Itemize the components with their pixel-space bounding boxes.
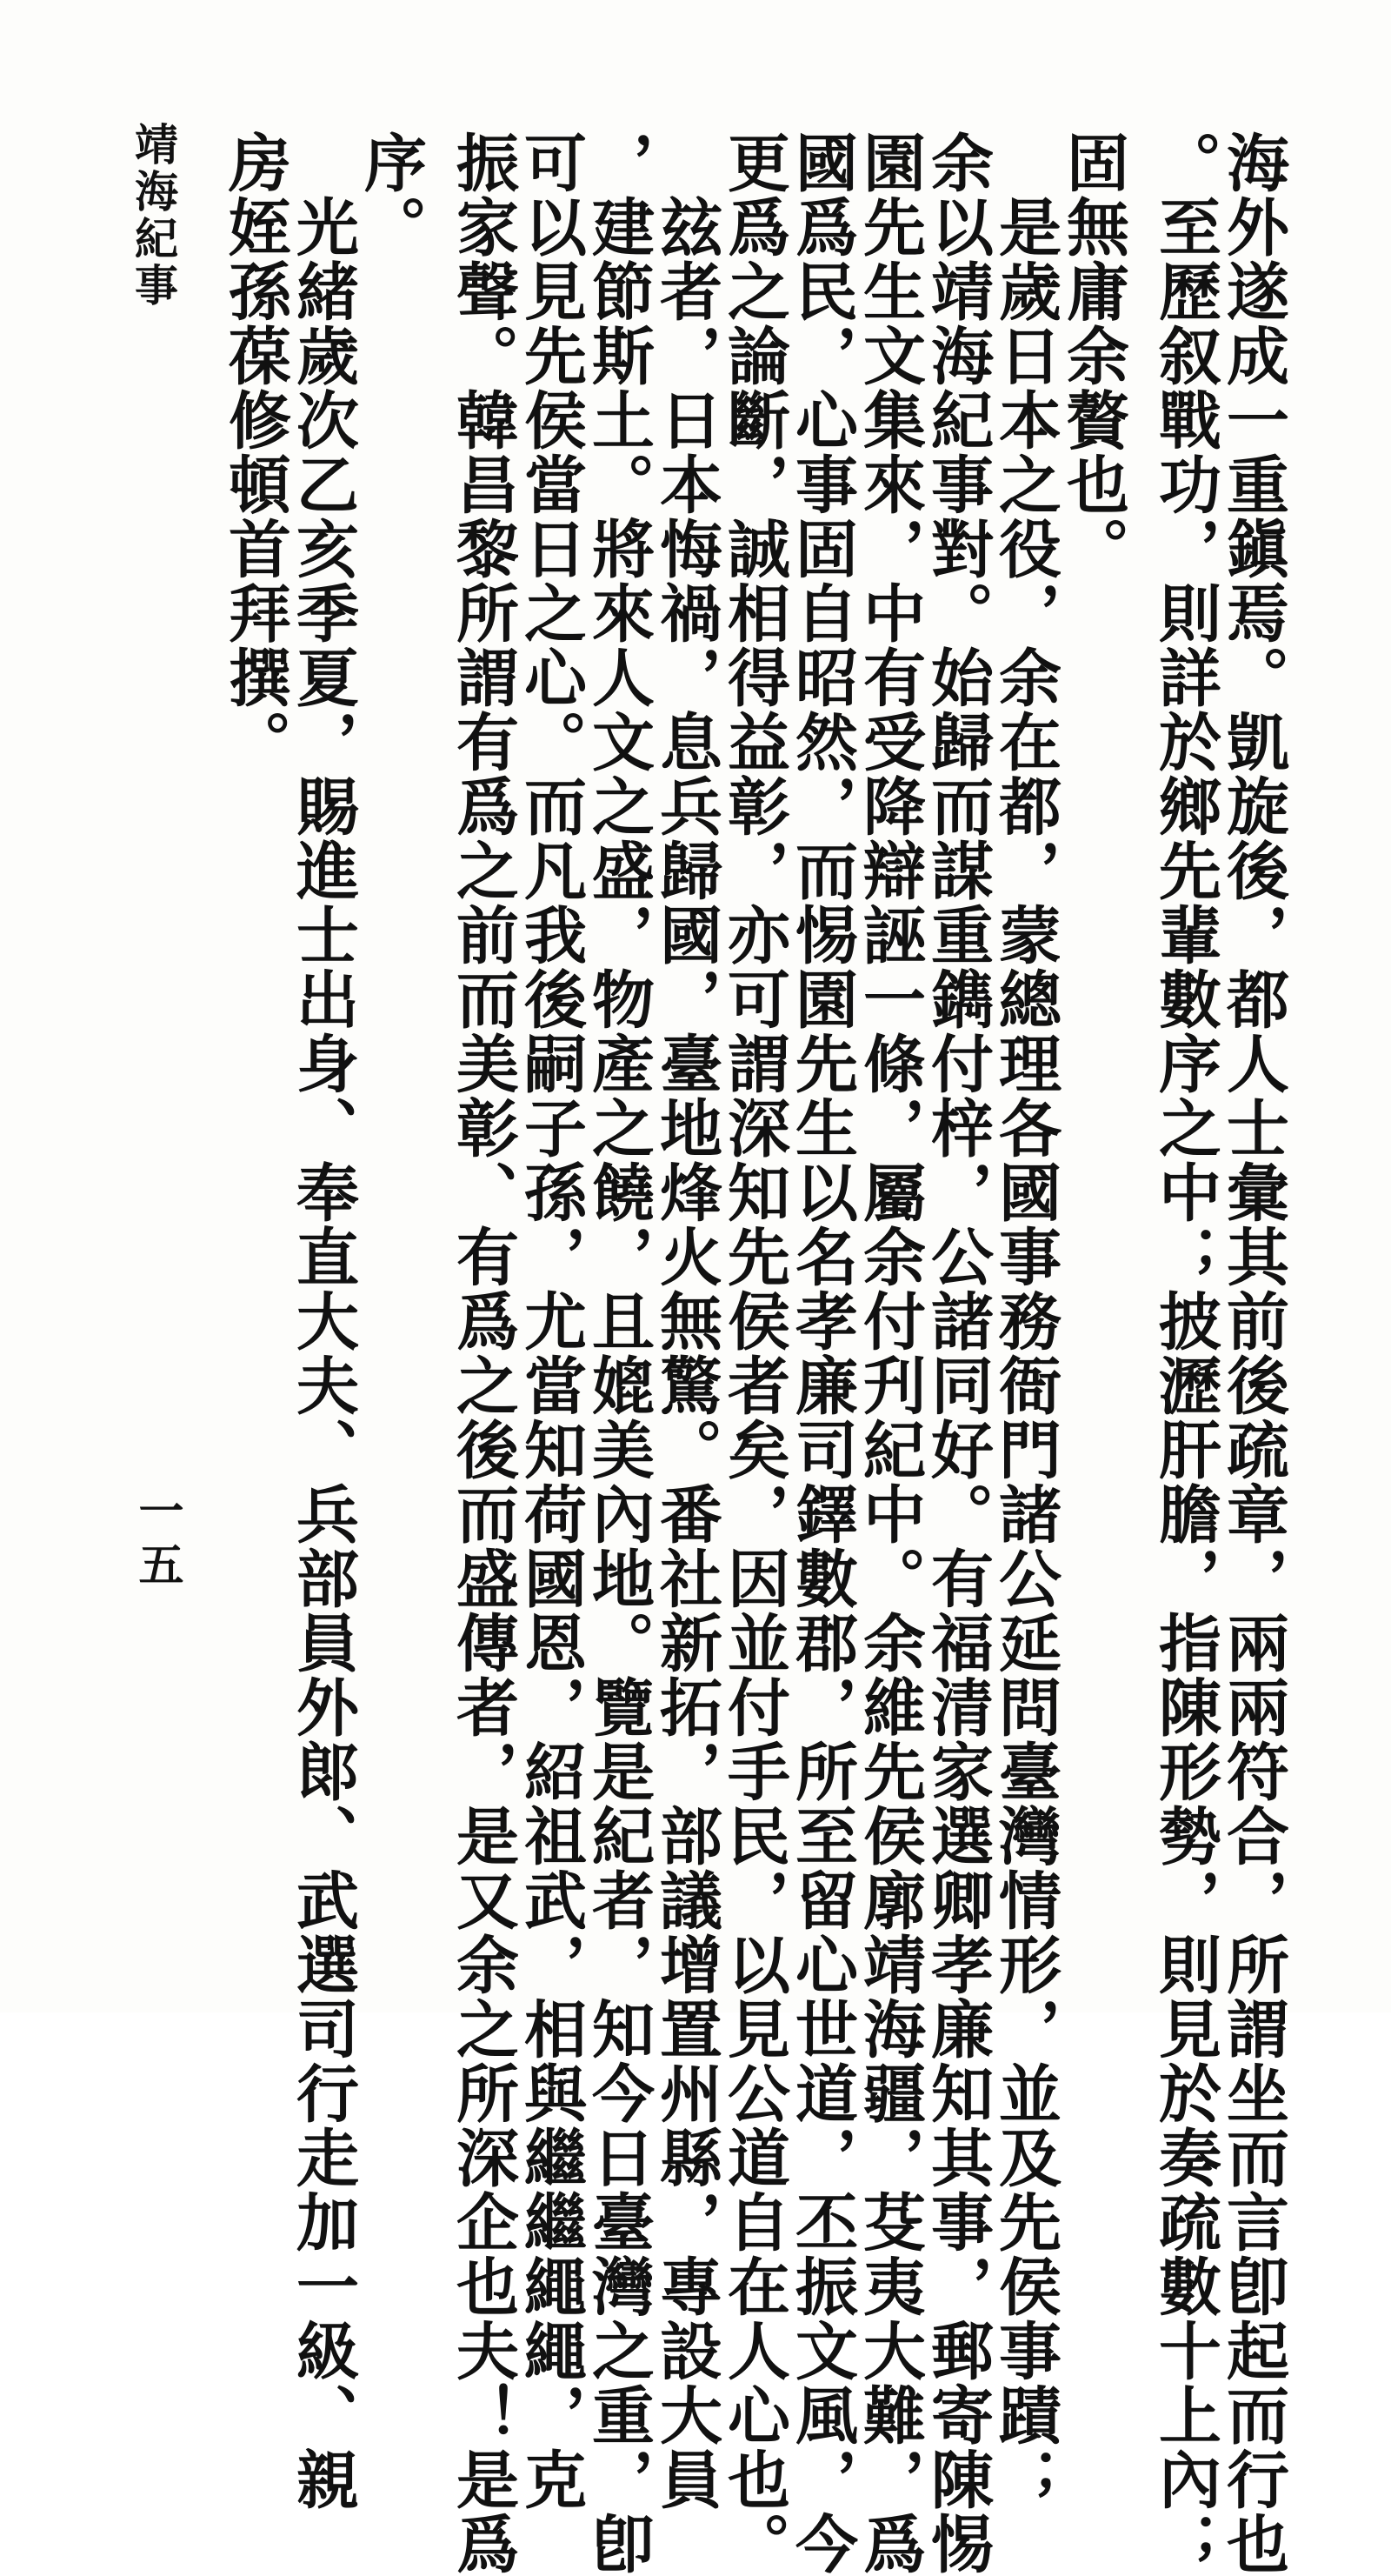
text-column: 可以見先侯當日之心。而凡我後嗣子孫，尤當知荷國恩，紹祖武，相與繼繼繩繩，克 (514, 130, 588, 2512)
text-column: 國爲民，心事固自昭然，而惕園先生以名孝廉司鐸數郡，所至留心世道，丕振文風，今 (785, 130, 859, 2576)
text-column: 園先生文集來，中有受降辯誣一條，屬余付刋紀中。余維先侯廓靖海疆，芟夷大難，爲 (853, 130, 927, 2576)
text-column: 振家聲。韓昌黎所謂有爲之前而美彰、有爲之後而盛傳者，是又余之所深企也夫！是爲 (446, 130, 520, 2576)
page-number: 一五 (130, 1487, 183, 1595)
text-column: 余以靖海紀事對。始歸而謀重鐫付梓，公諸同好。有福清家選卿孝廉知其事，郵寄陳惕 (921, 130, 995, 2576)
body-text (218, 130, 1290, 2576)
text-column: 更爲之論斷，誠相得益彰，亦可謂深知先侯者矣，因並付手民，以見公道自在人心也。 (717, 130, 791, 2576)
text-column: ，建節斯土。將來人文之盛，物產之饒，且媲美內地。覽是紀者，知今日臺灣之重，卽 (582, 130, 656, 2576)
text-column: 房姪孫葆修頓首拜撰。 (218, 130, 292, 774)
text-column: 固無庸余贅也。 (1056, 130, 1130, 581)
text-column: 序。 (354, 130, 428, 259)
text-column: 玆者，日本悔禍，息兵歸國，臺地烽火無驚。番社新拓，部議增置州縣，專設大員 (649, 130, 723, 2512)
text-column: 光緒歲次乙亥季夏，賜進士出身、奉直大夫、兵部員外郞、武選司行走加一級、親 (286, 130, 360, 2512)
text-column: 是歲日本之役，余在都，蒙總理各國事務衙門諸公延問臺灣情形，並及先侯事蹟； (988, 130, 1062, 2512)
text-column: 海外遂成一重鎭焉。凱旋後，都人士彙其前後疏章，兩兩符合，所謂坐而言卽起而行也 (1216, 130, 1290, 2576)
running-head: 靖海紀事 (128, 122, 179, 310)
text-column: 。至歷叙戰功，則詳於鄉先輩數序之中；披瀝肝膽，指陳形勢，則見於奏疏數十上內； (1148, 130, 1222, 2576)
